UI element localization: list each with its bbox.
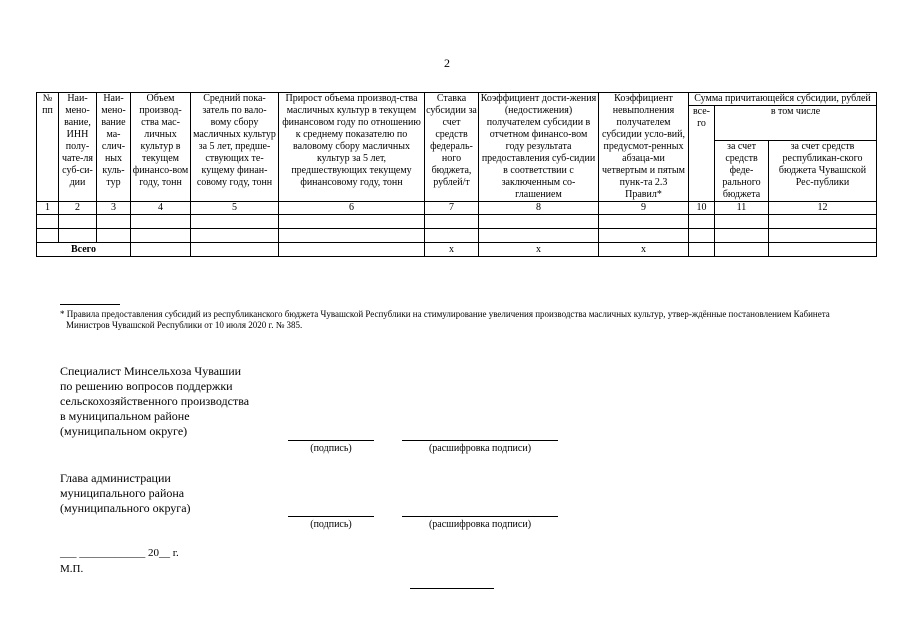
col-num: 9 [599, 202, 689, 215]
header-recipient: Наи-мено-вание, ИНН полу-чате-ля суб-си-дии [59, 93, 97, 202]
head-signature-line [288, 516, 374, 517]
head-line: (муниципального округа) [60, 501, 191, 515]
specialist-line: по решению вопросов поддержки [60, 379, 233, 393]
col-num: 4 [131, 202, 191, 215]
subsidy-table [36, 92, 877, 257]
footnote-rule [60, 304, 120, 305]
specialist-line: (муниципальном округе) [60, 424, 188, 438]
specialist-line: Специалист Минсельхоза Чувашии [60, 364, 242, 378]
head-title [60, 471, 191, 516]
header-including: в том числе [715, 106, 877, 141]
header-number: № пп [37, 93, 59, 202]
col-num: 5 [191, 202, 279, 215]
head-line: Глава администрации [60, 471, 171, 485]
header-subsidy-amount: Сумма причитающейся субсидии, рублей [689, 93, 877, 106]
date-line: ___ ____________ 20__ г. [60, 547, 179, 559]
signature-caption: (подпись) [310, 519, 352, 530]
header-federal-budget: за счет средств феде-рального бюджета [715, 141, 769, 202]
col-num: 12 [769, 202, 877, 215]
specialist-title [60, 364, 249, 439]
total-row [37, 243, 877, 257]
col-num: 8 [479, 202, 599, 215]
header-average-harvest: Средний пока-затель по вало-вому сбору масличных культур за 5 лет, предше-ствующих те-кущему финан-совому году, тонн [191, 93, 279, 202]
head-line: муниципального района [60, 486, 185, 500]
page-number: 2 [444, 56, 450, 70]
header-growth: Прирост объема производ-ства масличных культур в текущем финансовом году по отношению к среднему показателю по валовому сбору масличных культур за 5 лет, предшествующих текущему финансовому году, тонн [279, 93, 425, 202]
total-mark: х [425, 243, 479, 257]
col-num: 7 [425, 202, 479, 215]
footnote: * Правила предоставления субсидий из республиканского бюджета Чувашской Республики на стимулирование увеличения производства масличных культур, утвер-ждённые постановлением Кабинета Министров Чувашской Республики от 10 июля 2020 г. № 385. [60, 309, 830, 330]
header-production-volume: Объем производ-ства мас-личных культур в текущем финансо-вом году, тонн [131, 93, 191, 202]
specialist-line: в муниципальном районе [60, 409, 190, 423]
table-row [37, 229, 877, 243]
decode-caption: (расшифровка подписи) [428, 443, 532, 454]
header-republic-budget: за счет средств республикан-ского бюджета Чувашской Рес-публики [769, 141, 877, 202]
column-number-row [37, 202, 877, 215]
header-rate: Ставка субсидии за счет средств федераль-ного бюджета, рублей/т [425, 93, 479, 202]
header-achievement-coefficient: Коэффициент дости-жения (недостижения) получателем субсидии в отчетном финансо-вом году результата предоставления суб-сидии в соответствии с заключенным со-глашением [479, 93, 599, 202]
total-label: Всего [37, 243, 131, 257]
bottom-rule [410, 588, 494, 589]
specialist-line: сельскохозяйственного производства [60, 394, 250, 408]
col-num: 3 [97, 202, 131, 215]
col-num: 2 [59, 202, 97, 215]
head-decode-line [402, 516, 558, 517]
header-crop-name: Наи-мено-вание ма-слич-ных куль-тур [97, 93, 131, 202]
total-mark: х [599, 243, 689, 257]
col-num: 6 [279, 202, 425, 215]
header-total: все-го [689, 106, 715, 202]
total-mark: х [479, 243, 599, 257]
col-num: 1 [37, 202, 59, 215]
header-nonfulfillment-coefficient: Коэффициент невыполнения получателем субсидии усло-вий, предусмот-ренных абзаца-ми четвертым и пятым пунк-та 2.3 Правил* [599, 93, 689, 202]
table-row [37, 215, 877, 229]
col-num: 11 [715, 202, 769, 215]
decode-caption: (расшифровка подписи) [428, 519, 532, 530]
specialist-decode-line [402, 440, 558, 441]
specialist-signature-line [288, 440, 374, 441]
stamp-label: М.П. [60, 563, 84, 575]
signature-caption: (подпись) [310, 443, 352, 454]
col-num: 10 [689, 202, 715, 215]
